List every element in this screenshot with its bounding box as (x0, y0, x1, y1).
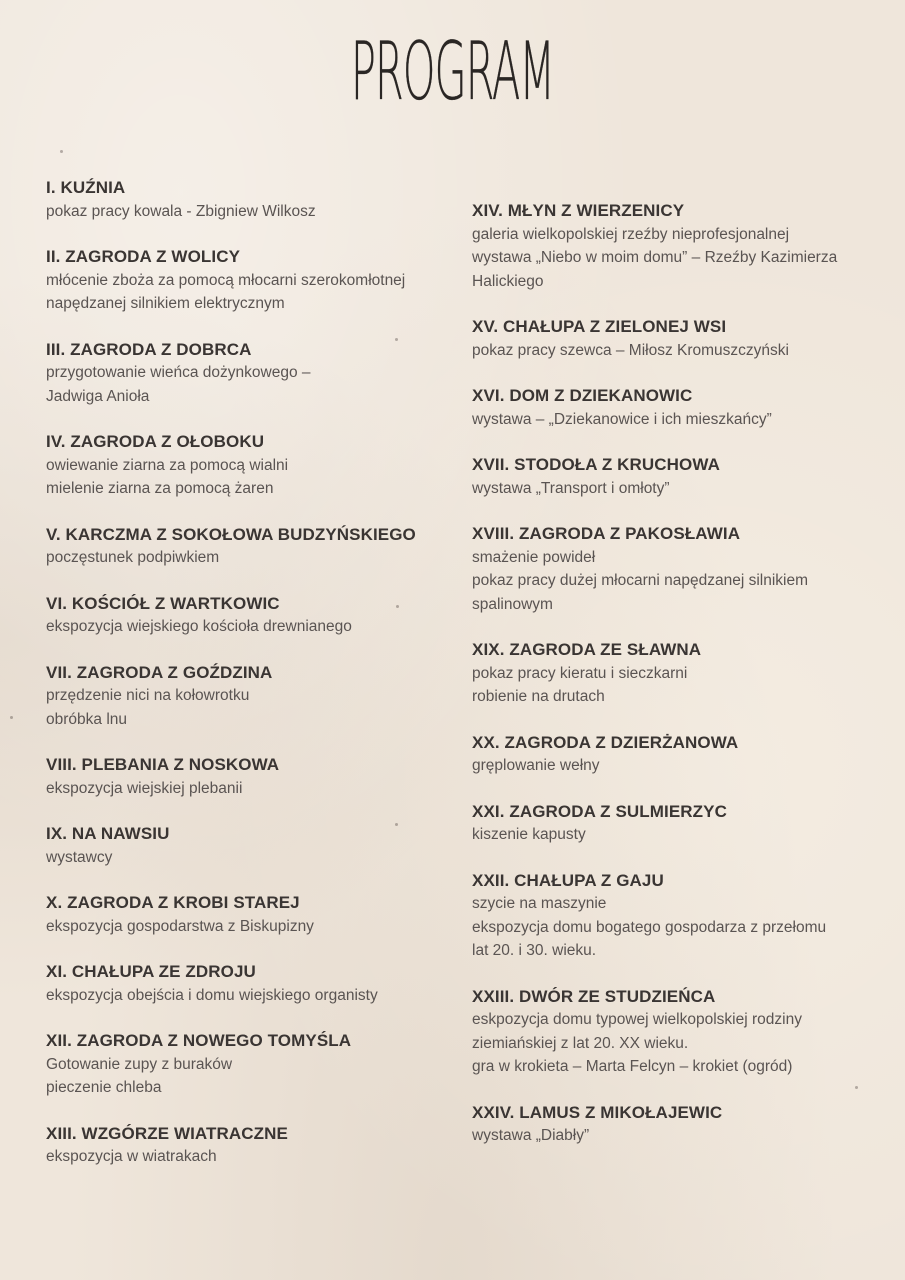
program-entry (46, 338, 446, 409)
entry-description: ekspozycja wiejskiego kościoła drewnianego (46, 618, 352, 635)
entry-description: ekspozycja obejścia i domu wiejskiego organisty (46, 986, 378, 1004)
entry-description: robienie na drutach (472, 688, 605, 705)
entry-description: wystawcy (46, 848, 113, 866)
paper-speck (395, 823, 398, 826)
program-entry (46, 430, 446, 501)
entry-description: wystawa – „Dziekanowice i ich mieszkańcy” (472, 410, 772, 428)
program-entry (472, 453, 882, 500)
entry-title: I. KUŹNIA (46, 178, 126, 197)
paper-speck (396, 605, 399, 608)
entry-title: XIV. MŁYN Z WIERZENICY (472, 201, 685, 220)
program-entry (46, 960, 446, 1007)
entry-description: pokaz pracy kieratu i sieczkarni (472, 664, 688, 682)
program-entry (472, 800, 882, 847)
entry-description: pokaz pracy kowala - Zbigniew Wilkosz (46, 202, 316, 220)
program-entry (472, 315, 882, 362)
entry-title: XXIII. DWÓR ZE STUDZIEŃCA (472, 986, 716, 1006)
entry-title: XVI. DOM Z DZIEKANOWIC (472, 386, 693, 405)
entry-description: napędzanej silnikiem elektrycznym (46, 295, 285, 312)
entry-description: ekspozycja w wiatrakach (46, 1148, 217, 1165)
entry-description: pokaz pracy dużej młocarni napędzanej silnikiem (472, 572, 809, 589)
entry-title: XVIII. ZAGRODA Z PAKOSŁAWIA (472, 524, 741, 543)
entry-description: galeria wielkopolskiej rzeźby nieprofesjonalnej (472, 225, 790, 243)
program-entry (46, 176, 446, 223)
program-entry (472, 1101, 882, 1148)
entry-description: wystawa „Transport i omłoty” (472, 479, 670, 497)
entry-description: poczęstunek podpiwkiem (46, 549, 220, 566)
entry-title: II. ZAGRODA Z WOLICY (46, 247, 241, 266)
entry-description: Jadwiga Anioła (46, 387, 150, 405)
entry-description: ekspozycja domu bogatego gospodarza z przełomu (472, 918, 827, 936)
entry-description: smażenie powideł (472, 548, 596, 566)
entry-description: wystawa „Niebo w moim domu” – Rzeźby Kazimierza (472, 249, 838, 266)
program-entry (46, 1122, 446, 1169)
entry-description: gra w krokieta – Marta Felcyn – krokiet (ogród) (472, 1058, 793, 1075)
entry-title: XI. CHAŁUPA ZE ZDROJU (46, 962, 256, 981)
entry-description: owiewanie ziarna za pomocą wialni (46, 456, 289, 474)
entry-title: XVII. STODOŁA Z KRUCHOWA (472, 455, 720, 474)
entry-title: XIX. ZAGRODA ZE SŁAWNA (472, 640, 702, 659)
entry-title: V. KARCZMA Z SOKOŁOWA BUDZYŃSKIEGO (46, 524, 416, 544)
program-entry (472, 384, 882, 431)
entry-description: mielenie ziarna za pomocą żaren (46, 480, 274, 497)
entry-description: lat 20. i 30. wieku. (472, 942, 597, 959)
entry-description: ziemiańskiej z lat 20. XX wieku. (472, 1034, 689, 1052)
entry-description: ekspozycja wiejskiej plebanii (46, 779, 243, 797)
program-entry (472, 522, 882, 616)
entry-description: przygotowanie wieńca dożynkowego – (46, 364, 311, 381)
program-entry (472, 199, 882, 293)
program-entry (472, 638, 882, 709)
entry-title: XIII. WZGÓRZE WIATRACZNE (46, 1123, 288, 1143)
entry-description: gręplowanie wełny (472, 757, 600, 774)
entry-title: XV. CHAŁUPA Z ZIELONEJ WSI (472, 317, 727, 336)
entry-description: Gotowanie zupy z buraków (46, 1055, 233, 1073)
entry-description: przędzenie nici na kołowrotku (46, 687, 250, 704)
entry-description: wystawa „Diabły” (472, 1127, 590, 1144)
program-entry (46, 822, 446, 869)
program-entry (472, 731, 882, 778)
entry-title: XXIV. LAMUS Z MIKOŁAJEWIC (472, 1102, 723, 1122)
entry-description: kiszenie kapusty (472, 826, 586, 843)
entry-title: VI. KOŚCIÓŁ Z WARTKOWIC (46, 593, 280, 613)
program-entry (472, 985, 882, 1079)
page-title: PROGRAM (350, 25, 555, 118)
program-left-column (46, 176, 446, 1191)
entry-title: XII. ZAGRODA Z NOWEGO TOMYŚLA (46, 1031, 352, 1050)
paper-speck (855, 1086, 858, 1089)
entry-description: Halickiego (472, 272, 544, 290)
entry-description: szycie na maszynie (472, 895, 607, 912)
entry-title: XXII. CHAŁUPA Z GAJU (472, 870, 664, 890)
entry-description: pieczenie chleba (46, 1079, 162, 1096)
paper-speck (10, 716, 13, 719)
entry-description: spalinowym (472, 595, 553, 613)
entry-title: III. ZAGRODA Z DOBRCA (46, 339, 252, 359)
program-entry (46, 592, 446, 639)
program-entry (46, 245, 446, 316)
program-entry (472, 869, 882, 963)
entry-title: IX. NA NAWSIU (46, 824, 170, 843)
entry-title: XXI. ZAGRODA Z SULMIERZYC (472, 801, 727, 821)
entry-description: pokaz pracy szewca – Miłosz Kromuszczyński (472, 341, 789, 359)
entry-description: obróbka lnu (46, 710, 128, 728)
entry-title: VIII. PLEBANIA Z NOSKOWA (46, 755, 280, 774)
entry-title: VII. ZAGRODA Z GOŹDZINA (46, 662, 273, 682)
program-entry (46, 523, 446, 570)
entry-description: młócenie zboża za pomocą młocarni szerokomłotnej (46, 271, 406, 289)
entry-title: IV. ZAGRODA Z OŁOBOKU (46, 432, 265, 451)
program-right-column (472, 199, 882, 1170)
program-entry (46, 1029, 446, 1100)
entry-title: XX. ZAGRODA Z DZIERŻANOWA (472, 732, 739, 752)
program-entry (46, 753, 446, 800)
paper-speck (60, 150, 63, 153)
entry-description: ekspozycja gospodarstwa z Biskupizny (46, 917, 314, 935)
paper-speck (395, 338, 398, 341)
program-entry (46, 891, 446, 938)
program-entry (46, 661, 446, 732)
entry-description: eskpozycja domu typowej wielkopolskiej rodziny (472, 1011, 802, 1028)
entry-title: X. ZAGRODA Z KROBI STAREJ (46, 893, 300, 912)
